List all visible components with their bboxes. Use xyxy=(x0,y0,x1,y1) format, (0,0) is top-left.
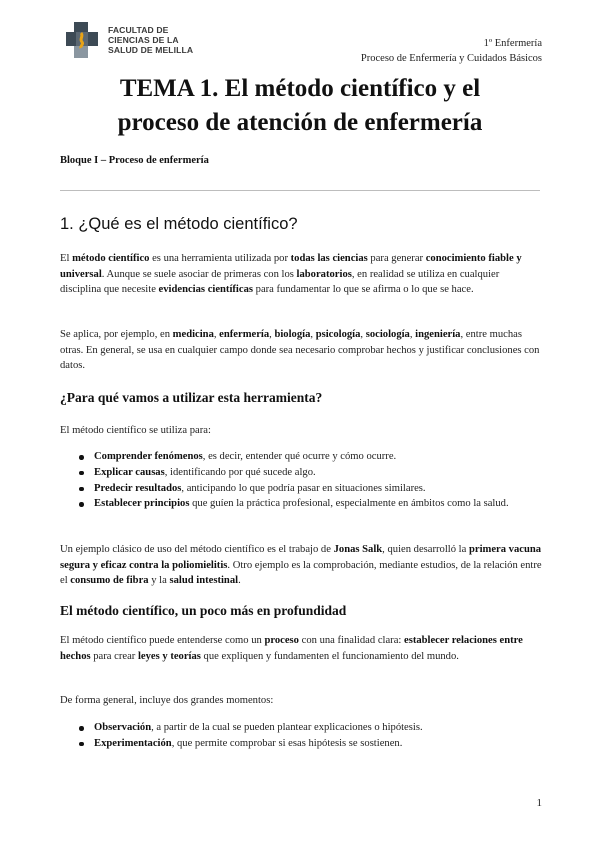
paragraph-moments-intro: De forma general, incluye dos grandes momentos: xyxy=(60,695,274,706)
course-header xyxy=(361,36,542,66)
paragraph-definition: El método científico es una herramienta utilizada por todas las ciencias para generar conocimiento fiable y universal. Aunque se suele asociar de primeras con los laboratorios, en realidad se utiliza en cualquier disciplina que necesite evidencias científicas para fundamentar lo que se afirma o lo que se hace. xyxy=(60,253,522,296)
document-title xyxy=(60,72,540,140)
faculty-logo-text xyxy=(108,25,193,55)
title-line-1: TEMA 1. El método científico y el xyxy=(119,75,481,102)
list-item: Explicar causas, identificando por qué sucede algo. xyxy=(60,465,542,481)
section-heading-purpose: ¿Para qué vamos a utilizar esta herramienta? xyxy=(60,390,323,405)
paragraph-purpose-intro: El método científico se utiliza para: xyxy=(60,425,211,436)
logo-line: SALUD DE MELILLA xyxy=(108,45,194,55)
list-item: Establecer principios que guíen la práctica profesional, especialmente en ámbitos como la salud. xyxy=(60,496,542,512)
paragraph-examples: Un ejemplo clásico de uso del método científico es el trabajo de Jonas Salk, quien desarrolló la primera vacuna segura y eficaz contra la poliomielitis. Otro ejemplo es la comprobación, mediante estudios, de la relación entre el consumo de fibra y la salud intestinal. xyxy=(60,544,542,587)
logo-line: CIENCIAS DE LA xyxy=(108,35,179,45)
list-item: Observación, a partir de la cual se pueden plantear explicaciones o hipótesis. xyxy=(60,720,542,736)
horizontal-divider xyxy=(60,190,540,191)
list-item: Predecir resultados, anticipando lo que podría pasar en situaciones similares. xyxy=(60,481,542,497)
logo-line: FACULTAD DE xyxy=(108,25,169,35)
section-heading-depth: El método científico, un poco más en profundidad xyxy=(60,603,347,618)
list-item: Comprender fenómenos, es decir, entender qué ocurre y cómo ocurre. xyxy=(60,449,542,465)
paragraph-process: El método científico puede entenderse como un proceso con una finalidad clara: establecer relaciones entre hechos para crear leyes y teorías que expliquen y fundamenten el funcionamiento del mundo. xyxy=(60,635,523,662)
paragraph-applications: Se aplica, por ejemplo, en medicina, enfermería, biología, psicología, sociología, ingeniería, entre muchas otras. En general, se usa en cualquier campo donde sea necesario comprobar hechos y justificar conclusiones con datos. xyxy=(60,329,540,372)
page-number: 1 xyxy=(536,797,542,809)
course-year: 1º Enfermería xyxy=(483,38,542,49)
faculty-logo xyxy=(66,20,226,60)
purpose-bullet-list xyxy=(60,449,542,512)
faculty-logo-icon xyxy=(66,22,100,58)
title-line-2: proceso de atención de enfermería xyxy=(117,109,483,136)
course-name: Proceso de Enfermería y Cuidados Básicos xyxy=(360,53,542,64)
block-label: Bloque I – Proceso de enfermería xyxy=(60,155,209,166)
list-item: Experimentación, que permite comprobar si esas hipótesis se sostienen. xyxy=(60,736,542,752)
moments-bullet-list xyxy=(60,720,542,752)
section-heading-1: 1. ¿Qué es el método científico? xyxy=(60,215,298,233)
